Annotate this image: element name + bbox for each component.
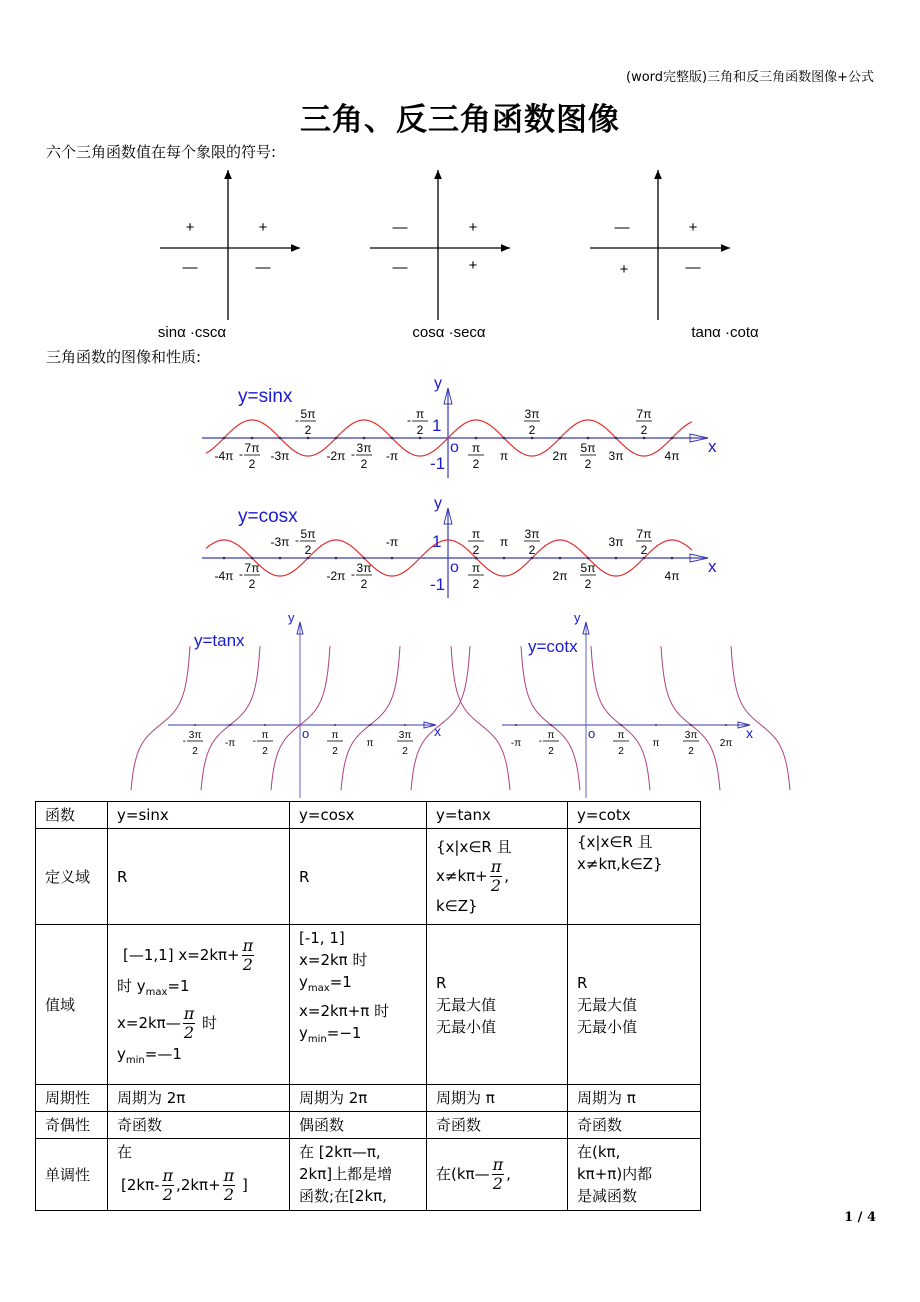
tick-mark [264, 724, 266, 726]
svg-text:2: 2 [360, 577, 368, 591]
svg-text:-: - [351, 567, 355, 581]
row-label: 单调性 [36, 1139, 108, 1211]
svg-text:2: 2 [248, 577, 256, 591]
cos-origin: o [450, 559, 459, 576]
table-row [36, 925, 701, 1085]
tick-label [653, 738, 660, 749]
svg-text:π: π [366, 738, 374, 749]
quadrant-label-sin: sinα ·cscα [157, 324, 227, 341]
tick-mark [391, 437, 394, 440]
svg-text:7π: 7π [636, 407, 652, 421]
svg-text:-π: -π [385, 449, 399, 463]
header-cell: y=tanx [427, 802, 568, 829]
tick-mark [223, 557, 226, 560]
table-row [36, 802, 701, 829]
tick-mark [550, 724, 552, 726]
page-title: 三角、反三角函数图像 [300, 102, 620, 138]
tick-label [539, 730, 559, 757]
svg-text:3π: 3π [684, 730, 698, 741]
branch-curve [131, 646, 190, 790]
svg-text:2: 2 [360, 457, 368, 471]
sin-one: 1 [432, 416, 442, 435]
tick-label [580, 561, 596, 591]
svg-text:-: - [407, 413, 411, 427]
q1-sign: + [688, 219, 698, 236]
quadrant-diagram-tan [590, 170, 730, 320]
svg-text:2: 2 [640, 423, 648, 437]
cos-one: 1 [432, 532, 442, 551]
tick-mark [725, 724, 727, 726]
q4-sign: — [685, 259, 701, 276]
branch-curve [411, 646, 470, 790]
sin-title: y=sinx [238, 386, 293, 407]
svg-text:-π: -π [224, 738, 236, 749]
tick-mark [503, 437, 506, 440]
branch-curve [341, 646, 400, 790]
q3-sign: — [182, 259, 198, 276]
svg-text:2: 2 [472, 577, 480, 591]
svg-text:3π: 3π [398, 730, 412, 741]
tick-label [183, 730, 203, 757]
tick-label [580, 441, 596, 471]
tick-mark [690, 724, 692, 726]
cos-graph [202, 495, 717, 598]
table-row [36, 1139, 701, 1211]
row-label: 值域 [36, 925, 108, 1085]
header-cell: 函数 [36, 802, 108, 829]
svg-text:2: 2 [640, 543, 648, 557]
properties-table [35, 801, 701, 1211]
tick-label [397, 730, 413, 757]
svg-text:-3π: -3π [270, 535, 290, 549]
tick-label [720, 738, 733, 749]
svg-text:4π: 4π [664, 449, 680, 463]
tan-y-label: y [288, 610, 295, 625]
table-row [36, 829, 701, 925]
svg-text:3π: 3π [356, 561, 372, 575]
cot-x-label: x [746, 725, 753, 741]
svg-text:-π: -π [510, 738, 522, 749]
tick-mark [587, 557, 590, 560]
tick-label [327, 730, 343, 757]
tick-mark [363, 557, 366, 560]
svg-text:2: 2 [618, 746, 624, 757]
fraction: $\frac{\pi}{2}$ [490, 857, 502, 895]
period-cos: 周期为 2π [290, 1085, 427, 1112]
q2-sign: — [392, 219, 408, 236]
svg-text:-: - [295, 413, 299, 427]
svg-text:-: - [239, 447, 243, 461]
svg-text:2π: 2π [552, 569, 568, 583]
svg-text:π: π [547, 730, 555, 741]
tick-mark [671, 557, 674, 560]
sin-graph [202, 375, 717, 478]
period-cot: 周期为 π [568, 1085, 701, 1112]
svg-text:2: 2 [304, 423, 312, 437]
tick-label [351, 441, 372, 471]
tick-label [367, 738, 374, 749]
period-tan: 周期为 π [427, 1085, 568, 1112]
svg-text:π: π [652, 738, 660, 749]
tick-label [524, 407, 540, 437]
svg-text:-4π: -4π [214, 449, 234, 463]
svg-text:2: 2 [584, 457, 592, 471]
sin-origin: o [450, 439, 459, 456]
section-quadrant-signs: 六个三角函数值在每个象限的符号: [46, 143, 277, 161]
tick-mark [391, 557, 394, 560]
svg-text:π: π [331, 730, 339, 741]
svg-text:2: 2 [402, 746, 408, 757]
row-label: 奇偶性 [36, 1112, 108, 1139]
svg-text:2: 2 [332, 746, 338, 757]
tick-label [511, 738, 521, 749]
svg-text:-: - [351, 447, 355, 461]
mono-cot: 在(kπ, kπ+π)内都 是减函数 [568, 1139, 701, 1211]
tick-label [500, 535, 508, 549]
svg-text:7π: 7π [636, 527, 652, 541]
svg-text:-: - [538, 736, 542, 747]
tick-mark [531, 437, 534, 440]
tick-mark [531, 557, 534, 560]
svg-text:π: π [471, 527, 481, 541]
svg-text:3π: 3π [608, 535, 624, 549]
cot-y-label: y [574, 610, 581, 625]
svg-text:-: - [252, 736, 256, 747]
svg-text:5π: 5π [580, 441, 596, 455]
cos-tick-labels [215, 527, 680, 591]
svg-text:-2π: -2π [326, 449, 346, 463]
svg-text:2: 2 [248, 457, 256, 471]
svg-text:2: 2 [472, 457, 480, 471]
tick-mark [587, 437, 590, 440]
svg-text:π: π [617, 730, 625, 741]
tick-mark [475, 437, 478, 440]
q2-sign: — [614, 219, 630, 236]
tick-mark [559, 557, 562, 560]
svg-text:π: π [471, 561, 481, 575]
section-graphs: 三角函数的图像和性质: [46, 348, 202, 366]
tan-tick-labels [183, 724, 413, 757]
tick-label [225, 738, 235, 749]
svg-text:7π: 7π [244, 441, 260, 455]
svg-text:2: 2 [304, 543, 312, 557]
svg-text:3π: 3π [524, 407, 540, 421]
tick-label [327, 569, 346, 583]
tick-mark [475, 557, 478, 560]
q4-sign: — [255, 259, 271, 276]
tick-label [553, 569, 568, 583]
tick-label [215, 449, 234, 463]
svg-text:2: 2 [548, 746, 554, 757]
domain-cot: {x|x∈R 且 x≠kπ,k∈Z} [568, 829, 701, 925]
svg-text:3π: 3π [608, 449, 624, 463]
tick-mark [229, 724, 231, 726]
tick-label [468, 561, 484, 591]
svg-text:2: 2 [262, 746, 268, 757]
tick-mark [515, 724, 517, 726]
tick-mark [615, 437, 618, 440]
cos-y-label: y [434, 495, 442, 512]
parity-cos: 偶函数 [290, 1112, 427, 1139]
svg-text:5π: 5π [300, 407, 316, 421]
tick-label [386, 449, 398, 463]
mono-cos: 在 [2kπ—π, 2kπ]上都是增 函数;在[2kπ, [290, 1139, 427, 1211]
svg-text:-3π: -3π [270, 449, 290, 463]
range-cot: R 无最大值 无最小值 [568, 925, 701, 1085]
branch-curve [591, 646, 650, 790]
cot-tick-labels [511, 724, 732, 757]
tick-mark [671, 437, 674, 440]
tick-mark [194, 724, 196, 726]
svg-text:5π: 5π [300, 527, 316, 541]
tick-mark [279, 557, 282, 560]
tan-graph [131, 610, 470, 798]
tick-label [351, 561, 372, 591]
tick-label [271, 449, 290, 463]
tick-label [683, 730, 699, 757]
quadrant-diagram-sin [160, 170, 300, 320]
tick-label [665, 449, 680, 463]
quadrant-label-tan: tanα ·cotα [691, 324, 759, 341]
table-row [36, 1085, 701, 1112]
tick-label [468, 441, 484, 471]
branch-curve [521, 646, 580, 790]
cot-origin: o [588, 726, 596, 741]
q1-sign: + [468, 219, 478, 236]
svg-text:-: - [182, 736, 186, 747]
tick-label [386, 535, 398, 549]
svg-text:2: 2 [416, 423, 424, 437]
sin-y-label: y [434, 375, 442, 392]
tick-label [295, 407, 316, 437]
quadrant-diagram-cos [370, 170, 510, 320]
q2-sign: + [185, 219, 195, 236]
svg-text:π: π [471, 441, 481, 455]
tick-label [407, 407, 428, 437]
tick-mark [559, 437, 562, 440]
svg-text:2: 2 [528, 543, 536, 557]
svg-text:π: π [415, 407, 425, 421]
tick-mark [335, 557, 338, 560]
svg-text:3π: 3π [356, 441, 372, 455]
tan-x-label: x [434, 723, 441, 739]
sin-minus-one: -1 [430, 454, 446, 473]
svg-text:2π: 2π [719, 738, 733, 749]
tick-mark [363, 437, 366, 440]
tick-label [271, 535, 290, 549]
tick-label [553, 449, 568, 463]
cot-graph [451, 610, 790, 798]
tick-mark [503, 557, 506, 560]
mono-sin: 在 [2kπ- $\frac{\pi}{2}$ ,2kπ+ $\frac{\pi}{2}$ ] [108, 1139, 290, 1211]
header-cell: y=cosx [290, 802, 427, 829]
tick-mark [404, 724, 406, 726]
parity-tan: 奇函数 [427, 1112, 568, 1139]
tick-mark [369, 724, 371, 726]
tick-mark [251, 557, 254, 560]
svg-text:π: π [499, 449, 509, 463]
quadrant-label-cos: cosα ·secα [412, 324, 486, 341]
svg-text:2: 2 [584, 577, 592, 591]
q1-sign: + [258, 219, 268, 236]
tick-mark [620, 724, 622, 726]
branch-curve [451, 646, 510, 790]
svg-text:2: 2 [528, 423, 536, 437]
svg-text:-4π: -4π [214, 569, 234, 583]
domain-cos: R [290, 829, 427, 925]
tick-label [609, 535, 624, 549]
tick-label [665, 569, 680, 583]
table-row [36, 1112, 701, 1139]
svg-text:3π: 3π [524, 527, 540, 541]
tick-label [253, 730, 273, 757]
tick-mark [334, 724, 336, 726]
tick-mark [643, 437, 646, 440]
tick-mark [655, 724, 657, 726]
tick-label [613, 730, 629, 757]
page-number: 1 / 4 [844, 1210, 876, 1225]
cos-title: y=cosx [238, 506, 298, 527]
svg-text:-π: -π [385, 535, 399, 549]
range-sin: [—1,1] x=2kπ+ $\frac{\pi}{2}$ 时 $y_{max}=1$ x=2kπ— $\frac{\pi}{2}$ 时 $y_{min}=—1$ [108, 925, 290, 1085]
row-label: 周期性 [36, 1085, 108, 1112]
quadrant-sign-diagrams [0, 160, 920, 350]
range-tan: R 无最大值 无最小值 [427, 925, 568, 1085]
svg-text:2: 2 [472, 543, 480, 557]
svg-text:-: - [295, 533, 299, 547]
branch-curve [201, 646, 260, 790]
tick-mark [335, 437, 338, 440]
cos-x-label: x [708, 557, 717, 576]
tick-mark [307, 557, 310, 560]
tick-label [500, 449, 508, 463]
cos-minus-one: -1 [430, 575, 446, 594]
cot-curves [451, 646, 790, 790]
svg-text:7π: 7π [244, 561, 260, 575]
tick-label [609, 449, 624, 463]
tick-mark [643, 557, 646, 560]
period-sin: 周期为 2π [108, 1085, 290, 1112]
q3-sign: — [392, 259, 408, 276]
tick-mark [223, 437, 226, 440]
domain-tan: {x|x∈R 且 x≠kπ+ $\frac{\pi}{2}$ , k∈Z} [427, 829, 568, 925]
svg-text:π: π [261, 730, 269, 741]
svg-text:2: 2 [192, 746, 198, 757]
mono-tan: 在(kπ— $\frac{\pi}{2}$ , [427, 1139, 568, 1211]
tick-mark [419, 437, 422, 440]
header-cell: y=cotx [568, 802, 701, 829]
range-cos: [-1, 1] x=2kπ 时 $y_{max}=1$ x=2kπ+π 时 $y_{min}=-1$ [290, 925, 427, 1085]
sin-x-label: x [708, 437, 717, 456]
q3-sign: + [619, 261, 629, 278]
domain-sin: R [108, 829, 290, 925]
tick-mark [615, 557, 618, 560]
tick-label [239, 561, 260, 591]
tick-label [215, 569, 234, 583]
svg-text:3π: 3π [188, 730, 202, 741]
svg-text:2π: 2π [552, 449, 568, 463]
page-header: (word完整版)三角和反三角函数图像+公式 [626, 70, 874, 85]
tan-origin: o [302, 726, 310, 741]
svg-text:2: 2 [688, 746, 694, 757]
function-graphs [0, 370, 920, 800]
tick-label [327, 449, 346, 463]
row-label: 定义域 [36, 829, 108, 925]
parity-sin: 奇函数 [108, 1112, 290, 1139]
q4-sign: + [468, 257, 478, 274]
branch-curve [661, 646, 720, 790]
tick-label [636, 407, 652, 437]
svg-text:-: - [239, 567, 243, 581]
svg-text:4π: 4π [664, 569, 680, 583]
svg-text:5π: 5π [580, 561, 596, 575]
svg-text:π: π [499, 535, 509, 549]
tan-title: y=tanx [194, 631, 245, 650]
tick-mark [279, 437, 282, 440]
tick-mark [307, 437, 310, 440]
header-cell: y=sinx [108, 802, 290, 829]
tick-label [239, 441, 260, 471]
parity-cot: 奇函数 [568, 1112, 701, 1139]
cot-title: y=cotx [528, 637, 578, 656]
tick-mark [251, 437, 254, 440]
branch-curve [731, 646, 790, 790]
svg-text:-2π: -2π [326, 569, 346, 583]
